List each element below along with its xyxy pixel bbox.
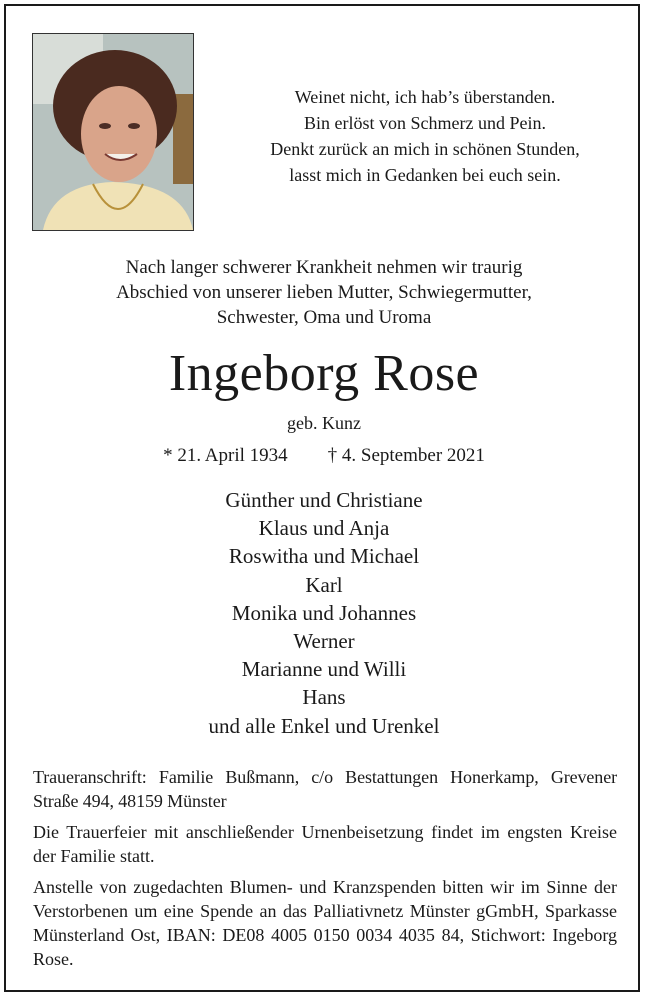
- mourning-address: Traueranschrift: Familie Bußmann, c/o Bestattungen Honerkamp, Grevener Straße 494, 48159 Münster: [33, 767, 617, 811]
- intro-line: Nach langer schwerer Krankheit nehmen wir traurig: [125, 257, 523, 278]
- family-member: und alle Enkel und Urenkel: [208, 713, 440, 738]
- life-dates: [0, 443, 648, 469]
- death-date: † 4. September 2021: [327, 445, 485, 466]
- deceased-name: Ingeborg Rose: [168, 345, 480, 402]
- poem-line: lasst mich in Gedanken bei euch sein.: [289, 165, 561, 185]
- donation-notice: Anstelle von zugedachten Blumen- und Kranzspenden bitten wir im Sinne der Verstorbenen um eine Spende an das Palliativnetz Münster gGmbH, Sparkasse Münsterland Ost, IBAN: DE08 4005 0150 0034 4035 84, Stichwort: Ingeborg Rose.: [33, 877, 617, 969]
- poem-line: Denkt zurück an mich in schönen Stunden,: [270, 139, 580, 159]
- family-member: Karl: [305, 572, 343, 597]
- family-member: Werner: [293, 629, 355, 654]
- family-member: Monika und Johannes: [231, 600, 417, 625]
- portrait-icon: [33, 34, 193, 230]
- portrait-photo: [32, 33, 194, 231]
- poem-line: Weinet nicht, ich hab’s überstanden.: [294, 87, 556, 107]
- poem-line: Bin erlöst von Schmerz und Pein.: [304, 113, 546, 133]
- poem: [210, 84, 640, 188]
- funeral-notice: Die Trauerfeier mit anschließender Urnenbeisetzung findet im engsten Kreise der Familie statt.: [33, 822, 617, 866]
- family-list: [0, 486, 648, 740]
- family-member: Günther und Christiane: [225, 488, 423, 512]
- family-member: Klaus und Anja: [258, 516, 390, 541]
- birth-name: geb. Kunz: [287, 413, 361, 433]
- intro-line: Schwester, Oma und Uroma: [216, 307, 432, 328]
- family-member: Hans: [302, 685, 346, 710]
- intro-line: Abschied von unserer lieben Mutter, Schwiegermutter,: [116, 282, 532, 303]
- intro-text: [20, 255, 628, 330]
- birth-date: * 21. April 1934: [163, 445, 288, 466]
- family-member: Marianne und Willi: [241, 657, 407, 682]
- family-member: Roswitha und Michael: [228, 544, 420, 569]
